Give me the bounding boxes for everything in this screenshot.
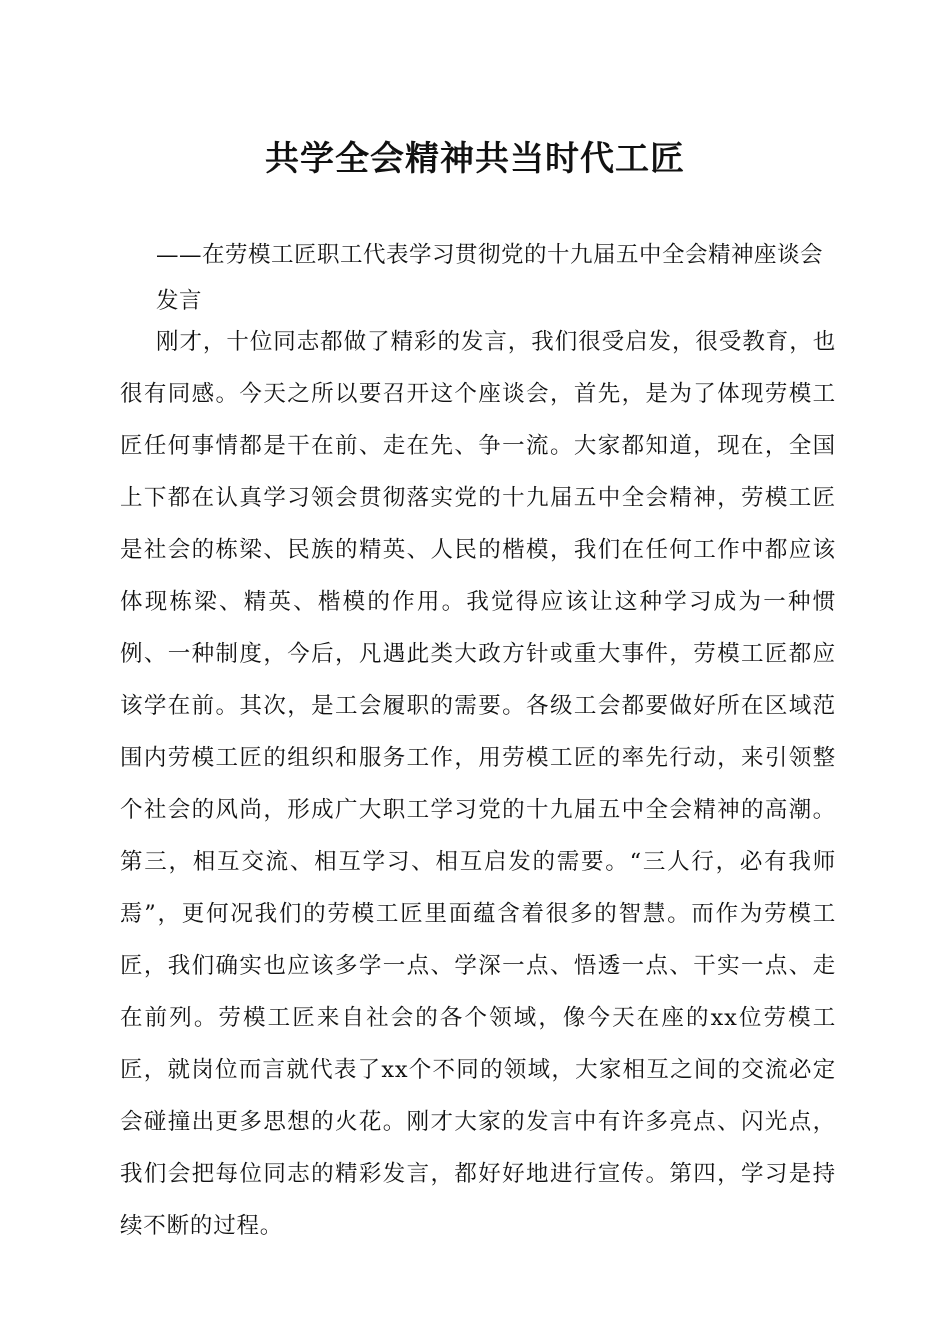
document-title: 共学全会精神共当时代工匠 xyxy=(265,139,685,179)
document-subtitle: ——在劳模工匠职工代表学习贯彻党的十九届五中全会精神座谈会发言 xyxy=(156,242,824,314)
body-paragraph: 刚才，十位同志都做了精彩的发言，我们很受启发，很受教育，也很有同感。今天之所以要召开这个座谈会，首先，是为了体现劳模工匠任何事情都是干在前、走在先、争一流。大家都知道，现在，全国上下都在认真学习领会贯彻落实党的十九届五中全会精神，劳模工匠是社会的栋梁、民族的精英、人民的楷模，我们在任何工作中都应该体现栋梁、精英、楷模的作用。我觉得应该让这种学习成为一种惯例、一种制度，今后，凡遇此类大政方针或重大事件，劳模工匠都应该学在前。其次，是工会履职的需要。各级工会都要做好所在区域范围内劳模工匠的组织和服务工作，用劳模工匠的率先行动，来引领整个社会的风尚，形成广大职工学习党的十九届五中全会精神的高潮。第三，相互交流、相互学习、相互启发的需要。“三人行，必有我师焉”，更何况我们的劳模工匠里面蕴含着很多的智慧。而作为劳模工匠，我们确实也应该多学一点、学深一点、悟透一点、干实一点、走在前列。劳模工匠来自社会的各个领域，像今天在座的xx位劳模工匠，就岗位而言就代表了xx个不同的领域，大家相互之间的交流必定会碰撞出更多思想的火花。刚才大家的发言中有许多亮点、闪光点，我们会把每位同志的精彩发言，都好好地进行宣传。第四，学习是持续不断的过程。 xyxy=(120,329,836,1239)
